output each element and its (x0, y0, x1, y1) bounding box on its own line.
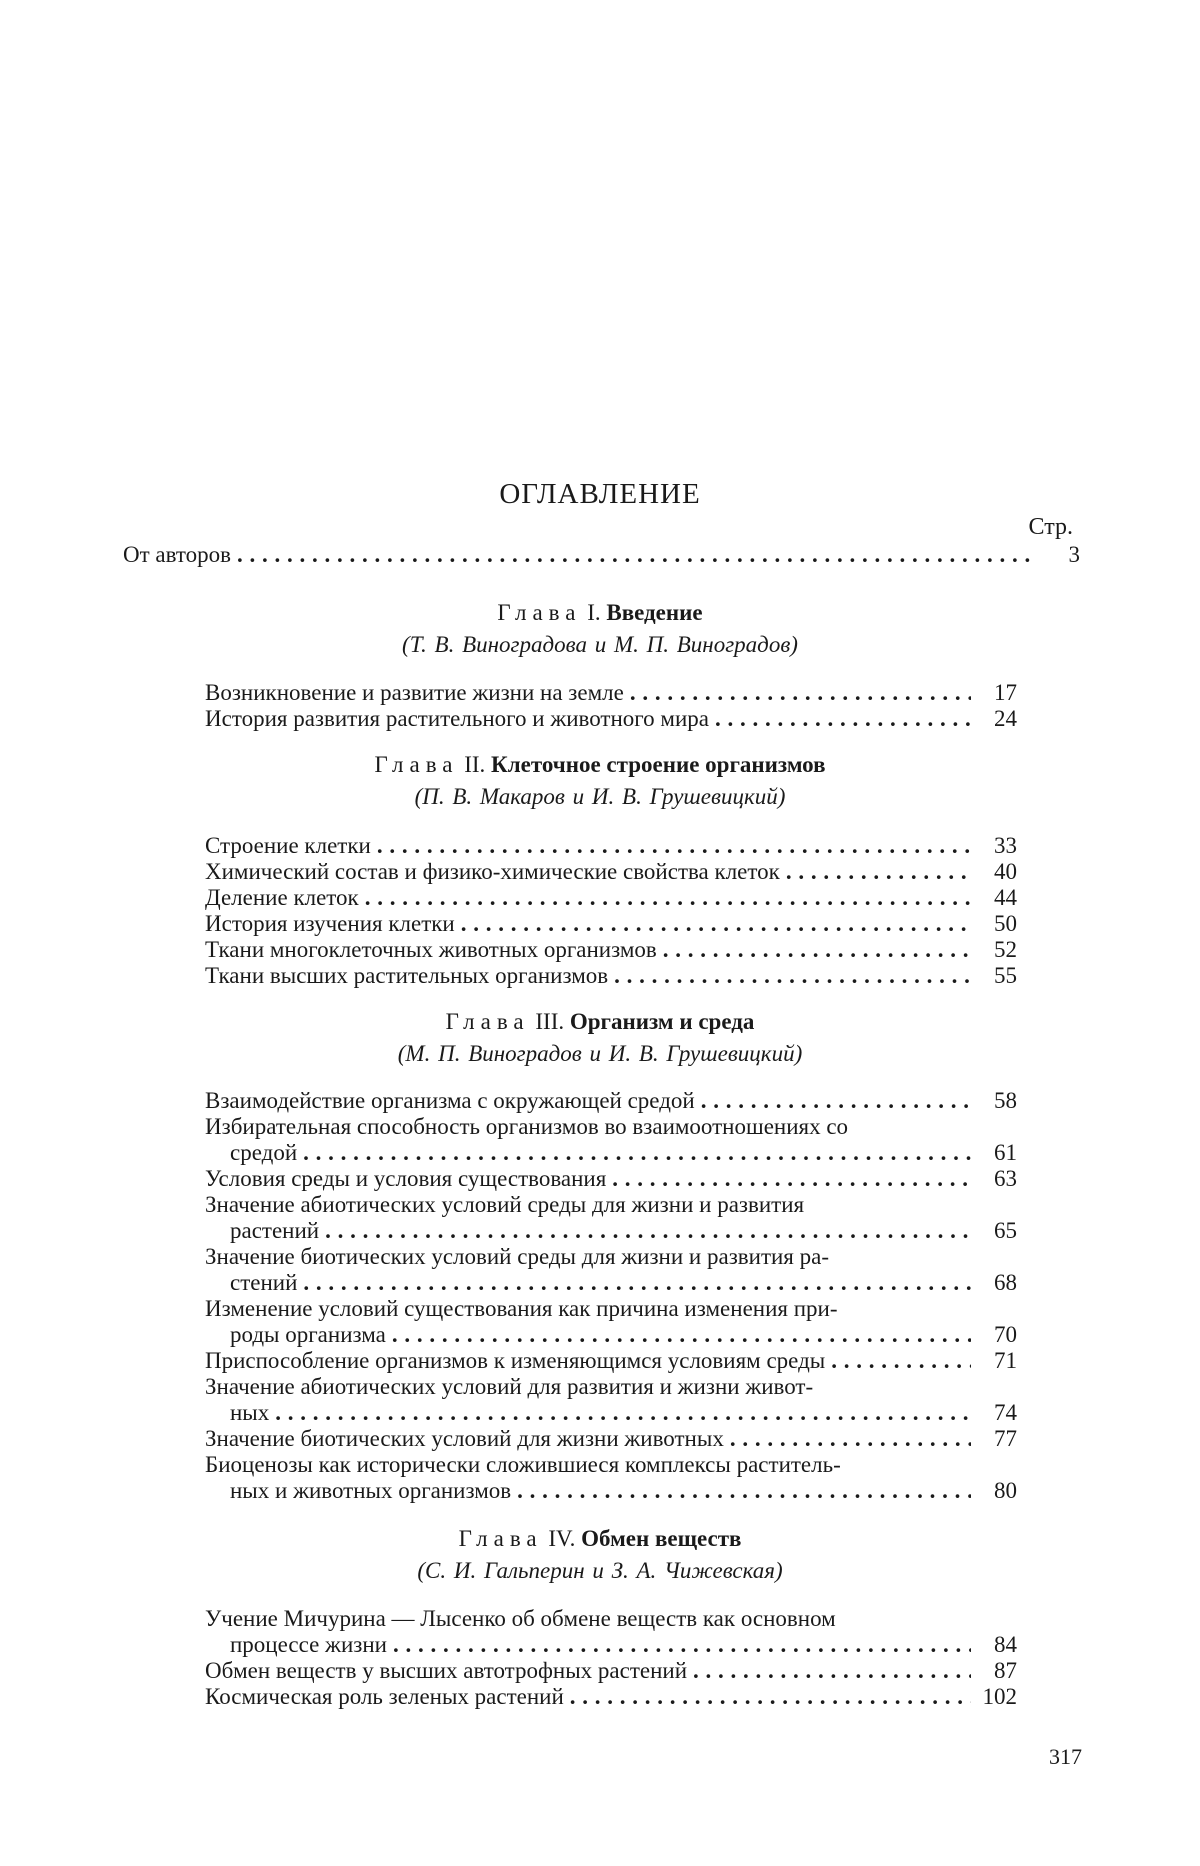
page-number: 317 (1049, 1744, 1082, 1769)
toc-entry[interactable]: Значение биотических условий для жизни животных . . . 77 (205, 1426, 1017, 1452)
toc-entry[interactable]: средой . . . 61 (230, 1140, 1017, 1166)
toc-entry[interactable]: История развития растительного и животного мира . . . 24 (205, 706, 1017, 732)
toc-entry[interactable]: Обмен веществ у высших автотрофных растений . . . 87 (205, 1658, 1017, 1684)
chapter-heading-2 (0, 750, 1200, 780)
chapter-heading-1 (0, 598, 1200, 628)
toc-entry[interactable]: ных и животных организмов . . . 80 (230, 1478, 1017, 1504)
leader-dots (237, 542, 1034, 568)
toc-entry-line1: Избирательная способность организмов во взаимоотношениях со (205, 1114, 849, 1139)
toc-entry-line1: Значение биотических условий среды для жизни и развития ра- (205, 1244, 829, 1269)
toc-entry-preface[interactable] (123, 542, 1080, 568)
chapter-name: Организм и среда (569, 1009, 755, 1034)
toc-entry[interactable]: Взаимодействие организма с окружающей средой . . . 58 (205, 1088, 1017, 1114)
chapter-label: Глава (374, 752, 459, 777)
toc-entry[interactable]: процессе жизни . . . 84 (230, 1632, 1017, 1658)
chapter-numeral: II. (464, 752, 486, 777)
toc-entry-line1: Значение абиотических условий среды для жизни и развития (205, 1192, 805, 1217)
toc-entry-line1: Учение Мичурина — Лысенко об обмене веществ как основном (205, 1606, 836, 1631)
page-column-label: Стр. (1028, 514, 1073, 540)
toc-entry[interactable]: Космическая роль зеленых растений . . . 102 (205, 1684, 1017, 1710)
toc-entry[interactable]: растений . . . 65 (230, 1218, 1017, 1244)
toc-entry[interactable]: Возникновение и развитие жизни на земле . . . 17 (205, 680, 1017, 706)
page-title: ОГЛАВЛЕНИЕ (499, 478, 701, 510)
chapter-heading-3 (0, 1007, 1200, 1037)
toc-entry[interactable]: ных . . . 74 (230, 1400, 1017, 1426)
toc-entry-line1: Значение абиотических условий для развития и жизни живот- (205, 1374, 814, 1399)
toc-entry-title: От авторов (123, 542, 232, 567)
chapter-name: Обмен веществ (581, 1526, 742, 1551)
chapter-authors-2: (П. В. Макаров и И. В. Грушевицкий) (414, 784, 786, 809)
chapter-authors-1: (Т. В. Виноградова и М. П. Виноградов) (402, 632, 798, 657)
toc-entry[interactable]: роды организма . . . 70 (230, 1322, 1017, 1348)
toc-entry[interactable]: Ткани многоклеточных животных организмов . . . 52 (205, 937, 1017, 963)
chapter-authors-4: (С. И. Гальперин и З. А. Чижевская) (417, 1558, 783, 1583)
toc-entry[interactable]: Химический состав и физико-химические свойства клеток . . . 40 (205, 859, 1017, 885)
toc-entry[interactable]: Ткани высших растительных организмов . . . 55 (205, 963, 1017, 989)
toc-entry[interactable]: Строение клетки . . . 33 (205, 833, 1017, 859)
toc-entry[interactable]: Деление клеток . . . 44 (205, 885, 1017, 911)
toc-entry-line1: Биоценозы как исторически сложившиеся комплексы раститель- (205, 1452, 841, 1477)
toc-entry-page: 3 (1068, 542, 1080, 567)
chapter-numeral: III. (535, 1009, 565, 1034)
toc-entry[interactable]: Условия среды и условия существования . . . 63 (205, 1166, 1017, 1192)
chapter-name: Клеточное строение организмов (491, 752, 826, 777)
toc-entry[interactable]: Приспособление организмов к изменяющимся условиям среды . . . 71 (205, 1348, 1017, 1374)
chapter-numeral: I. (587, 600, 601, 625)
toc-entry[interactable]: История изучения клетки . . . 50 (205, 911, 1017, 937)
chapter-authors-3: (М. П. Виноградов и И. В. Грушевицкий) (397, 1041, 803, 1066)
toc-entry[interactable]: стений . . . 68 (230, 1270, 1017, 1296)
chapter-label: Глава (497, 600, 582, 625)
chapter-name: Введение (606, 600, 703, 625)
chapter-heading-4 (0, 1524, 1200, 1554)
toc-entry-line1: Изменение условий существования как причина изменения при- (205, 1296, 838, 1321)
chapter-label: Глава (445, 1009, 530, 1034)
chapter-label: Глава (458, 1526, 543, 1551)
chapter-numeral: IV. (548, 1526, 576, 1551)
